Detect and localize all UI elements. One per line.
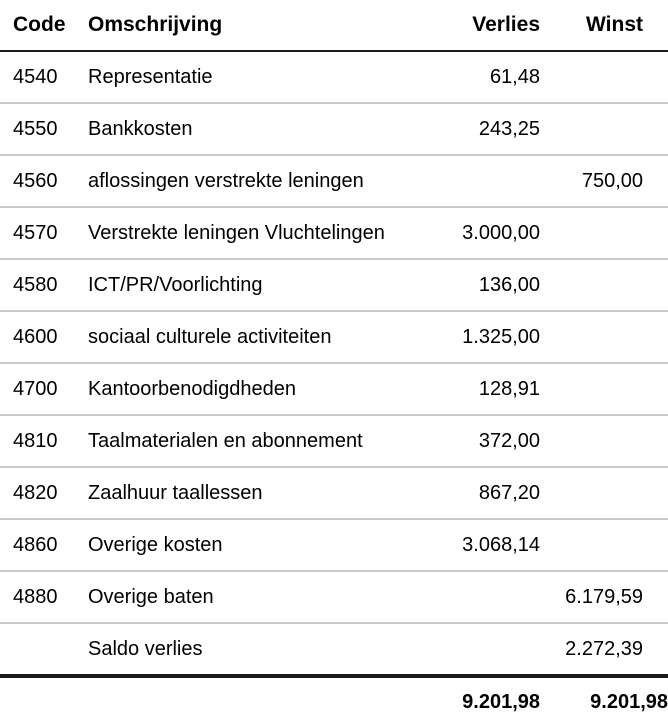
cell-loss: 867,20 — [430, 467, 540, 519]
table-row — [0, 103, 668, 155]
cell-loss — [430, 155, 540, 207]
cell-code: 4600 — [0, 311, 80, 363]
cell-gain — [540, 415, 668, 467]
cell-description: Representatie — [80, 51, 430, 103]
cell-code: 4810 — [0, 415, 80, 467]
cell-description: Bankkosten — [80, 103, 430, 155]
total-loss: 9.201,98 — [462, 690, 540, 713]
cell-gain: 6.179,59 — [540, 571, 668, 623]
table-row — [0, 467, 668, 519]
cell-loss: 372,00 — [430, 415, 540, 467]
table-row — [0, 519, 668, 571]
cell-gain — [540, 363, 668, 415]
cell-gain — [540, 519, 668, 571]
header-row — [0, 0, 668, 51]
cell-code: 4560 — [0, 155, 80, 207]
cell-gain: 750,00 — [540, 155, 668, 207]
total-code — [0, 676, 80, 726]
cell-description: ICT/PR/Voorlichting — [80, 259, 430, 311]
table-row — [0, 155, 668, 207]
cell-description: Taalmaterialen en abonnement — [80, 415, 430, 467]
table-header — [0, 0, 668, 51]
cell-loss — [430, 571, 540, 623]
column-header-loss: Verlies — [430, 0, 540, 51]
column-header-code: Code — [0, 0, 80, 51]
cell-gain — [540, 311, 668, 363]
cell-description: Zaalhuur taallessen — [80, 467, 430, 519]
cell-loss: 3.000,00 — [430, 207, 540, 259]
cell-gain — [540, 467, 668, 519]
cell-description: Overige baten — [80, 571, 430, 623]
cell-code: 4860 — [0, 519, 80, 571]
table-row — [0, 259, 668, 311]
cell-code — [0, 623, 80, 676]
cell-description: sociaal culturele activiteiten — [80, 311, 430, 363]
cell-loss: 136,00 — [430, 259, 540, 311]
table-body — [0, 51, 668, 676]
table-row — [0, 571, 668, 623]
table-footer — [0, 676, 668, 726]
cell-gain — [540, 207, 668, 259]
total-gain: 9.201,98 — [590, 690, 668, 713]
table-row — [0, 415, 668, 467]
cell-code: 4880 — [0, 571, 80, 623]
cell-gain — [540, 51, 668, 103]
cell-code: 4570 — [0, 207, 80, 259]
cell-gain: 2.272,39 — [540, 623, 668, 676]
cell-gain — [540, 259, 668, 311]
table-row — [0, 207, 668, 259]
cell-code: 4540 — [0, 51, 80, 103]
cell-loss: 243,25 — [430, 103, 540, 155]
cell-loss: 1.325,00 — [430, 311, 540, 363]
cell-loss — [430, 623, 540, 676]
cell-code: 4550 — [0, 103, 80, 155]
column-header-description: Omschrijving — [80, 0, 430, 51]
total-description — [80, 676, 430, 726]
cell-description: Saldo verlies — [80, 623, 430, 676]
cell-code: 4820 — [0, 467, 80, 519]
cell-description: Overige kosten — [80, 519, 430, 571]
cell-loss: 128,91 — [430, 363, 540, 415]
column-header-gain: Winst — [540, 0, 668, 51]
cell-loss: 61,48 — [430, 51, 540, 103]
cell-description: Verstrekte leningen Vluchtelingen — [80, 207, 430, 259]
cell-gain — [540, 103, 668, 155]
table-row — [0, 623, 668, 676]
table-row — [0, 51, 668, 103]
totals-row — [0, 676, 668, 726]
cell-code: 4700 — [0, 363, 80, 415]
table-row — [0, 311, 668, 363]
table-row — [0, 363, 668, 415]
cell-code: 4580 — [0, 259, 80, 311]
cell-description: Kantoorbenodigdheden — [80, 363, 430, 415]
cell-loss: 3.068,14 — [430, 519, 540, 571]
cell-description: aflossingen verstrekte leningen — [80, 155, 430, 207]
